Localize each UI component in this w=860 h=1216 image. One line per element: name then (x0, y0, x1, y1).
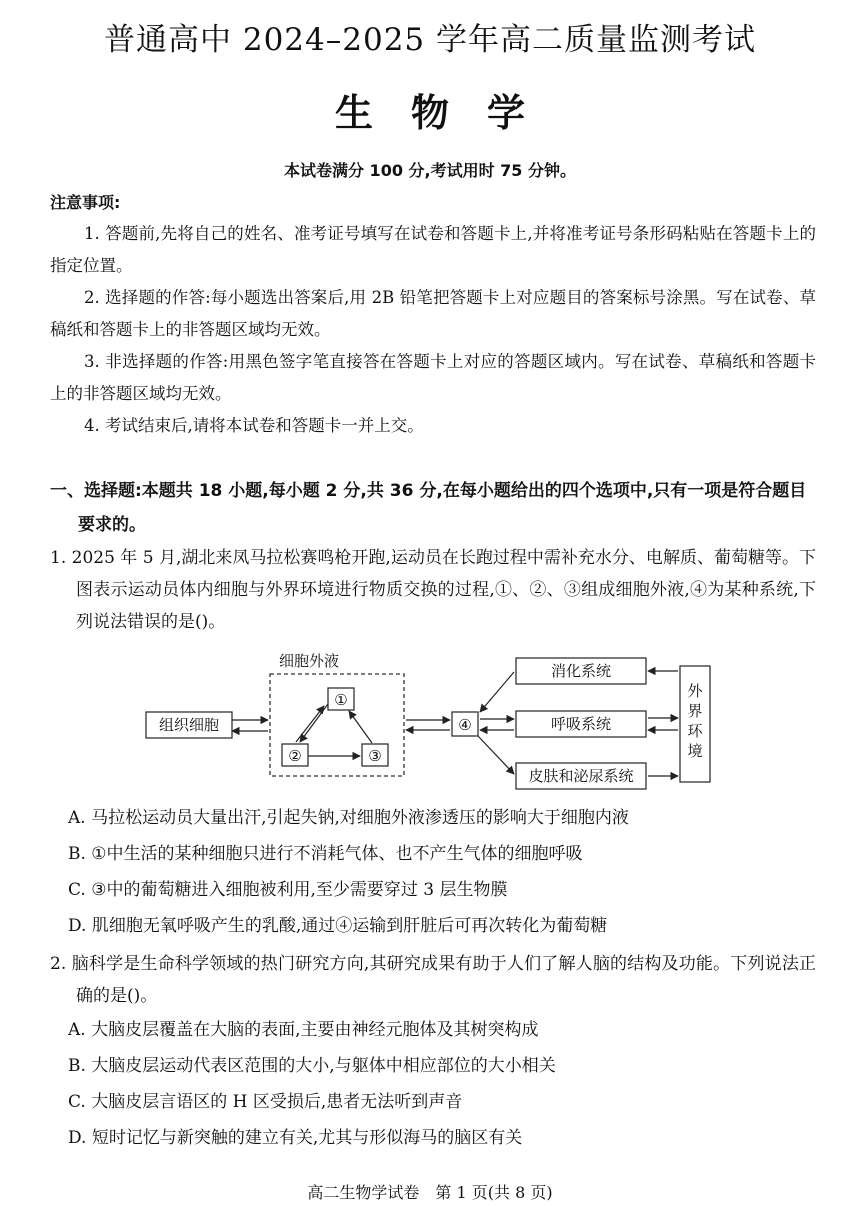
respiratory-label: 呼吸系统 (550, 715, 612, 733)
option-c: C. ③中的葡萄糖进入细胞被利用,至少需要穿过 3 层生物膜 (68, 880, 508, 900)
exam-title: 普通高中 2024–2025 学年高二质量监测考试 (104, 22, 756, 58)
notice-item: 1. 答题前,先将自己的姓名、准考证号填写在试卷和答题卡上,并将准考证号条形码粘贴在答题卡上的指定位置。 (50, 224, 816, 275)
node-3-label: ③ (368, 747, 382, 765)
notice-item: 4. 考试结束后,请将本试卷和答题卡一并上交。 (84, 416, 424, 435)
option-a: A. 大脑皮层覆盖在大脑的表面,主要由神经元胞体及其树突构成 (68, 1020, 539, 1040)
question-stem: 2. 脑科学是生命科学领域的热门研究方向,其研究成果有助于人们了解人脑的结构及功能。下列说法正确的是()。 (50, 954, 816, 1006)
option-c: C. 大脑皮层言语区的 H 区受损后,患者无法听到声音 (68, 1092, 463, 1112)
option-a: A. 马拉松运动员大量出汗,引起失钠,对细胞外液渗透压的影响大于细胞内液 (68, 808, 629, 828)
notice-item: 2. 选择题的作答:每小题选出答案后,用 2B 铅笔把答题卡上对应题目的答案标号涂黑。写在试卷、草稿纸和答题卡上的非答题区域均无效。 (50, 288, 816, 339)
environment-char: 界 (687, 702, 703, 720)
subject-title: 生物学 (334, 90, 563, 135)
node-2-label: ② (288, 747, 302, 765)
notice-heading: 注意事项: (50, 193, 121, 212)
arrow-4-to-skin (478, 736, 514, 774)
question-1 (50, 542, 816, 638)
notice-list (50, 218, 816, 442)
question-2 (50, 948, 816, 1156)
skin-urinary-label: 皮肤和泌尿系统 (528, 767, 634, 785)
arrow-2-to-1 (296, 706, 324, 742)
arrow-digestive-to-4 (480, 672, 514, 712)
option-b: B. ①中生活的某种细胞只进行不消耗气体、也不产生气体的细胞呼吸 (68, 844, 583, 864)
question-1-options (50, 800, 816, 944)
node-1-label: ① (334, 691, 348, 709)
tissue-cell-label: 组织细胞 (158, 716, 220, 734)
option-d: D. 肌细胞无氧呼吸产生的乳酸,通过④运输到肝脏后可再次转化为葡萄糖 (68, 916, 608, 936)
environment-char: 环 (687, 722, 703, 740)
digestive-label: 消化系统 (550, 662, 612, 680)
body-fluid-diagram (140, 650, 720, 800)
page-footer: 高二生物学试卷 第 1 页(共 8 页) (307, 1183, 553, 1202)
section-heading: 一、选择题:本题共 18 小题,每小题 2 分,共 36 分,在每小题给出的四个选项中,只有一项是符合题目要求的。 (50, 481, 807, 535)
extracellular-label: 细胞外液 (278, 652, 340, 670)
option-d: D. 短时记忆与新突触的建立有关,尤其与形似海马的脑区有关 (68, 1128, 523, 1148)
question-stem: 1. 2025 年 5 月,湖北来凤马拉松赛鸣枪开跑,运动员在长跑过程中需补充水分、电解质、葡萄糖等。下图表示运动员体内细胞与外界环境进行物质交换的过程,①、②、③组成细胞外液,④为某种系统,下列说法错误的是()。 (50, 548, 816, 632)
exam-meta: 本试卷满分 100 分,考试用时 75 分钟。 (283, 161, 577, 180)
environment-char: 境 (687, 742, 703, 760)
arrow-3-to-1 (349, 711, 372, 743)
option-b: B. 大脑皮层运动代表区范围的大小,与躯体中相应部位的大小相关 (68, 1056, 556, 1076)
arrow-1-to-2 (300, 704, 328, 742)
notice-item: 3. 非选择题的作答:用黑色签字笔直接答在答题卡上对应的答题区域内。写在试卷、草稿纸和答题卡上的非答题区域均无效。 (50, 352, 816, 403)
environment-char: 外 (687, 682, 703, 700)
node-4-label: ④ (458, 716, 472, 734)
